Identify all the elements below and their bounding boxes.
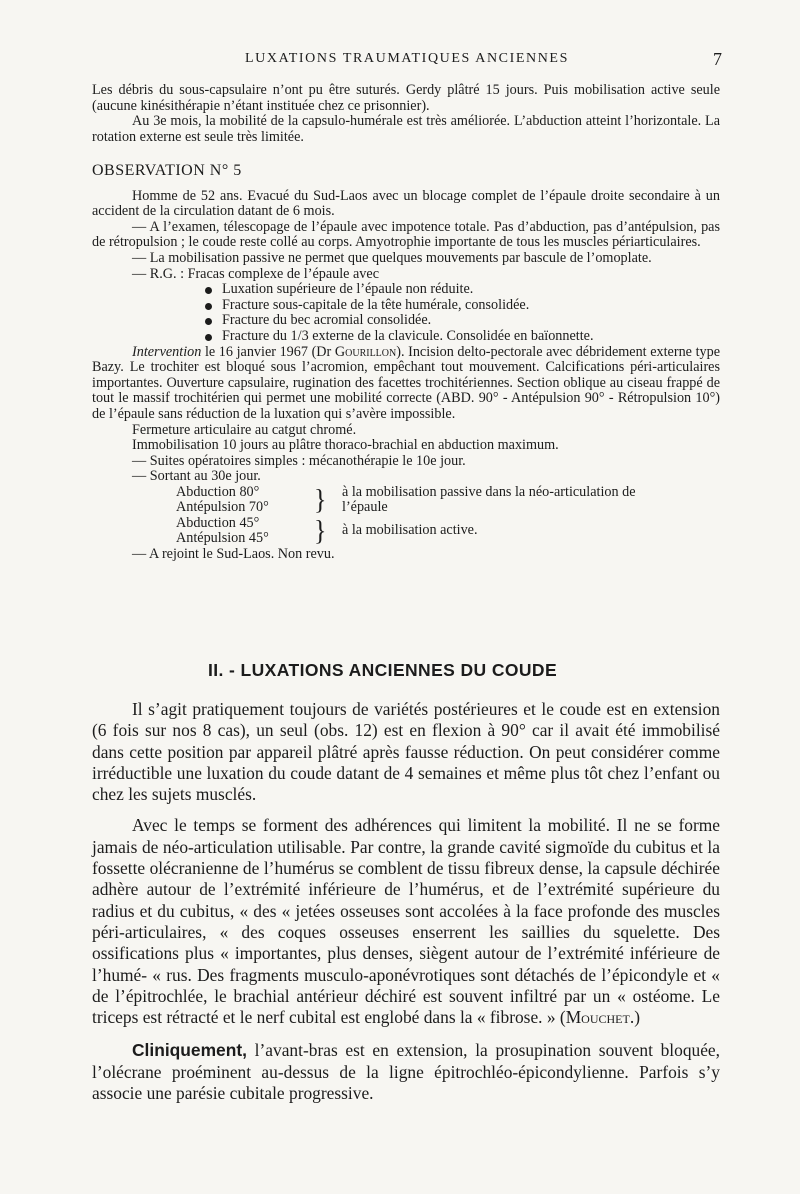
observation-paragraph-3: — La mobilisation passive ne permet que quelques mouvements par bascule de l’omoplate. (132, 249, 652, 266)
paragraph-text: l’avant-bras est en extension, la prosupination souvent bloquée, l’olécrane proéminent au-dessus de la ligne épitrochléo-épicondylienne. Parfois s’y associe une parésie cubitale progressive. (92, 1040, 720, 1104)
section-paragraph-1: Il s’agit pratiquement toujours de variétés postérieures et le coude est en extension (6 fois sur nos 8 cas), un seul (obs. 12) est en flexion à 90° car il avait été immobilisé dans cette position par appareil plâtré après fausse réduction. On peut considérer comme irréductible une luxation du coude datant de 4 semaines et même plus tôt chez l’enfant ou chez les sujets musclés. (92, 699, 720, 805)
section-paragraph-3 (92, 1040, 720, 1104)
page-number: 7 (713, 49, 722, 69)
measure-value: Antépulsion 70° (176, 498, 269, 515)
page-header (92, 49, 722, 73)
final-line: — A rejoint le Sud-Laos. Non revu. (132, 545, 335, 562)
intro-paragraph-1: Les débris du sous-capsulaire n’ont pu être suturés. Gerdy plâtré 15 jours. Puis mobilisation active seule (aucune kinésithérapie n’étant instituée chez ce prisonnier). (92, 82, 720, 114)
measure-note: à la mobilisation active. (342, 521, 478, 538)
section-paragraph-2 (92, 815, 720, 1028)
rg-findings-list (92, 282, 720, 344)
list-item: Fracture du 1/3 externe de la clavicule. Consolidée en baïonnette. (204, 329, 720, 345)
rg-intro: — R.G. : Fracas complexe de l’épaule avec (132, 265, 379, 282)
intro-paragraph-2: Au 3e mois, la mobilité de la capsulo-humérale est très améliorée. L’abduction atteint l’horizontale. La rotation externe est seule très limitée. (92, 113, 720, 145)
section-body (92, 699, 720, 1104)
passive-mobility-measure (92, 485, 720, 516)
intervention-date: le 16 janvier 1967 (Dr (201, 343, 335, 360)
measure-value: Antépulsion 45° (176, 529, 269, 546)
intervention-paragraph (92, 345, 720, 423)
list-item: Fracture du bec acromial consolidée. (204, 313, 720, 329)
measure-value: Abduction 45° (176, 514, 260, 531)
brace-icon: } (314, 483, 327, 516)
sortant-line: — Sortant au 30e jour. (132, 468, 261, 485)
intervention-text: ). Incision delto-pectorale avec débridement externe type Bazy. Le trochiter est bloqué sous l’acromion, empêchant tout mouvement. Calcifications péri-articulaires importantes. Ouverture capsulaire, rugination des facettes trochitériennes. Section oblique au ciseau frappé de tout le massif trochitérien qui permet une mobilité correcte (ABD. 90° - Antépulsion 90° - Rétropulsion 10°) de l’épaule sans réduction de la luxation qui s’avère impossible. (92, 343, 720, 422)
section-title: II. - LUXATIONS ANCIENNES DU COUDE (208, 660, 558, 680)
list-item: Fracture sous-capitale de la tête humérale, consolidée. (204, 298, 720, 314)
measure-value: Abduction 80° (176, 483, 260, 500)
observation-paragraph-1: Homme de 52 ans. Evacué du Sud-Laos avec un blocage complet de l’épaule droite secondaire à un accident de la circulation datant de 6 mois. (92, 187, 720, 220)
measure-note: à la mobilisation passive dans la néo-articulation de l’épaule (342, 483, 636, 516)
brace-icon: } (314, 514, 327, 547)
intervention-label: Intervention (132, 343, 202, 360)
suites-line: — Suites opératoires simples : mécanothérapie le 10e jour. (132, 452, 466, 469)
observation-title: OBSERVATION N° 5 (92, 162, 242, 179)
active-mobility-measure (92, 516, 720, 547)
list-item: Luxation supérieure de l’épaule non réduite. (204, 282, 720, 298)
immobilisation-line: Immobilisation 10 jours au plâtre thoraco-brachial en abduction maximum. (132, 437, 559, 454)
clinical-keyword: Cliniquement, (132, 1040, 247, 1061)
paragraph-text: Avec le temps se forment des adhérences qui limitent la mobilité. Il ne se forme jamais de néo-articulation utilisable. Par contre, la grande cavité sigmoïde du cubitus et la fossette olécranienne de l’humérus se comblent de tissu fibreux dense, la capsule déchirée adhère autour de l’extrémité inférieure de l’humérus, et de l’extrémité supérieure du radius et du cubitus, « des « jetées osseuses sont accolées à la face profonde des muscles péri-articulaires, « des coques osseuses enserrent les saillies du squelette. Des ossifications plus « importantes, plus denses, siègent autour de l’extrémité inférieure de l’humé- « rus. Des fragments musculo-aponévrotiques sont détachés de l’épicondyle et « de l’épitrochlée, le brachial antérieur déchiré est souvent infiltré par un « ostéome. Le triceps est rétracté et le nerf cubital est englobé dans la « fibrose. » ( (92, 815, 720, 1028)
observation-block (92, 163, 720, 562)
surgeon-name: Gourillon (334, 343, 397, 360)
closure-line: Fermeture articulaire au catgut chromé. (132, 421, 357, 438)
paragraph-end: .) (629, 1007, 640, 1028)
intro-block (92, 83, 720, 145)
author-name: Mouchet (565, 1007, 630, 1028)
running-title: LUXATIONS TRAUMATIQUES ANCIENNES (245, 51, 569, 66)
observation-paragraph-2: — A l’examen, télescopage de l’épaule avec impotence totale. Pas d’abduction, pas d’antépulsion, pas de rétropulsion ; le coude reste collé au corps. Amyotrophie importante de tous les muscles périarticulaires. (92, 218, 720, 251)
